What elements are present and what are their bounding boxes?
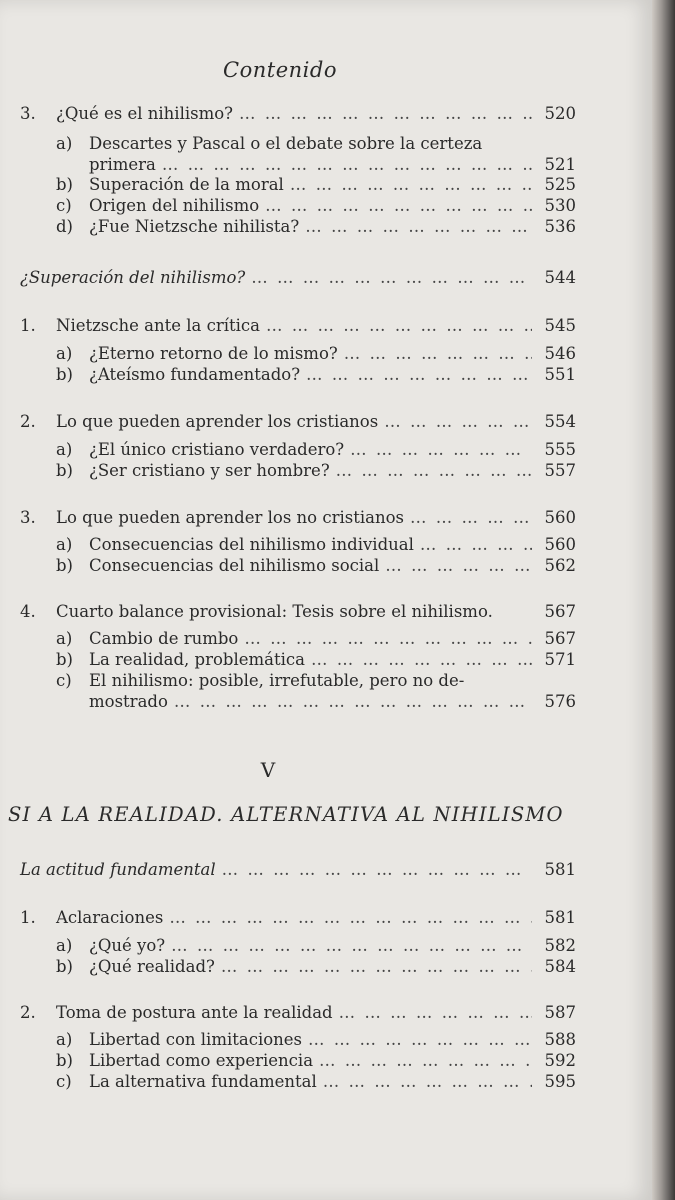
- page-title: Contenido: [223, 58, 337, 82]
- toc-section-heading: La actitud fundamental … … … … … … … … … … … … … … … … … … … … … … … … … … … … … … … … 581: [20, 860, 576, 884]
- toc-subentry: a) Libertad con limitaciones … … … … … … … … … … … … … … … … … … … … … … … … … … … … … … … … 588: [20, 1030, 576, 1054]
- toc-section-heading: ¿Superación del nihilismo? … … … … … … … … … … … … … … … … … … … … … … … … … … … … … … … … 544: [20, 268, 576, 292]
- part-title: SI A LA REALIDAD. ALTERNATIVA AL NIHILISMO: [8, 803, 564, 826]
- toc-entry: 3. ¿Qué es el nihilismo? … … … … … … … … … … … … … … … … … … … … … … … … … … … … … … … … 520: [20, 104, 576, 128]
- toc-subentry: a) Descartes y Pascal o el debate sobre la certeza: [56, 134, 483, 153]
- toc-subentry: b) Libertad como experiencia … … … … … … … … … … … … … … … … … … … … … … … … … … … … … … … … 592: [20, 1051, 576, 1075]
- toc-subentry: c) La alternativa fundamental … … … … … … … … … … … … … … … … … … … … … … … … … … … … … … … … 595: [20, 1072, 576, 1096]
- toc-subentry: b) ¿Ateísmo fundamentado? … … … … … … … … … … … … … … … … … … … … … … … … … … … … … … … … 551: [20, 365, 576, 389]
- toc-entry: 3. Lo que pueden aprender los no cristianos … … … … … … … … … … … … … … … … … … … … … … … … … … … … … … … … 560: [20, 508, 576, 532]
- toc-subentry: a) ¿El único cristiano verdadero? … … … … … … … … … … … … … … … … … … … … … … … … … … … … … … … … 555: [20, 440, 576, 464]
- toc-subentry: b) ¿Ser cristiano y ser hombre? … … … … … … … … … … … … … … … … … … … … … … … … … … … … … … … … 557: [20, 461, 576, 485]
- toc-subentry-continued: primera … … … … … … … … … … … … … … … … … … … … … … … … … … … … … … … … 521: [89, 155, 576, 179]
- toc-subentry: a) Consecuencias del nihilismo individual … … … … … … … … … … … … … … … … … … … … … … … … … … … … … … … … 560: [20, 535, 576, 559]
- part-number: V: [260, 758, 276, 782]
- toc-subentry: b) Superación de la moral … … … … … … … … … … … … … … … … … … … … … … … … … … … … … … … … 525: [20, 175, 576, 199]
- toc-entry: 2. Lo que pueden aprender los cristianos … … … … … … … … … … … … … … … … … … … … … … … … … … … … … … … … 554: [20, 412, 576, 436]
- toc-subentry: a) ¿Eterno retorno de lo mismo? … … … … … … … … … … … … … … … … … … … … … … … … … … … … … … … … 546: [20, 344, 576, 368]
- toc-subentry: c) El nihilismo: posible, irrefutable, pero no de-: [56, 671, 465, 690]
- toc-subentry: d) ¿Fue Nietzsche nihilista? … … … … … … … … … … … … … … … … … … … … … … … … … … … … … … … … 536: [20, 217, 576, 241]
- toc-subentry: b) Consecuencias del nihilismo social … … … … … … … … … … … … … … … … … … … … … … … … … … … … … … … … 562: [20, 556, 576, 580]
- toc-subentry-continued: mostrado … … … … … … … … … … … … … … … … … … … … … … … … … … … … … … … … 576: [89, 692, 576, 716]
- toc-subentry: b) ¿Qué realidad? … … … … … … … … … … … … … … … … … … … … … … … … … … … … … … … … 584: [20, 957, 576, 981]
- toc-entry: 2. Toma de postura ante la realidad … … … … … … … … … … … … … … … … … … … … … … … … … … … … … … … … 587: [20, 1003, 576, 1027]
- toc-subentry: a) ¿Qué yo? … … … … … … … … … … … … … … … … … … … … … … … … … … … … … … … … 582: [20, 936, 576, 960]
- toc-entry: 1. Nietzsche ante la crítica … … … … … … … … … … … … … … … … … … … … … … … … … … … … … … … … 545: [20, 316, 576, 340]
- toc-subentry: a) Cambio de rumbo … … … … … … … … … … … … … … … … … … … … … … … … … … … … … … … … 567: [20, 629, 576, 653]
- toc-subentry: b) La realidad, problemática … … … … … … … … … … … … … … … … … … … … … … … … … … … … … … … … 571: [20, 650, 576, 674]
- toc-entry: 4. Cuarto balance provisional: Tesis sobre el nihilismo. 567: [20, 602, 576, 621]
- toc-entry: 1. Aclaraciones … … … … … … … … … … … … … … … … … … … … … … … … … … … … … … … … 581: [20, 908, 576, 932]
- toc-subentry: c) Origen del nihilismo … … … … … … … … … … … … … … … … … … … … … … … … … … … … … … … … 530: [20, 196, 576, 220]
- page-edge: [652, 0, 675, 1200]
